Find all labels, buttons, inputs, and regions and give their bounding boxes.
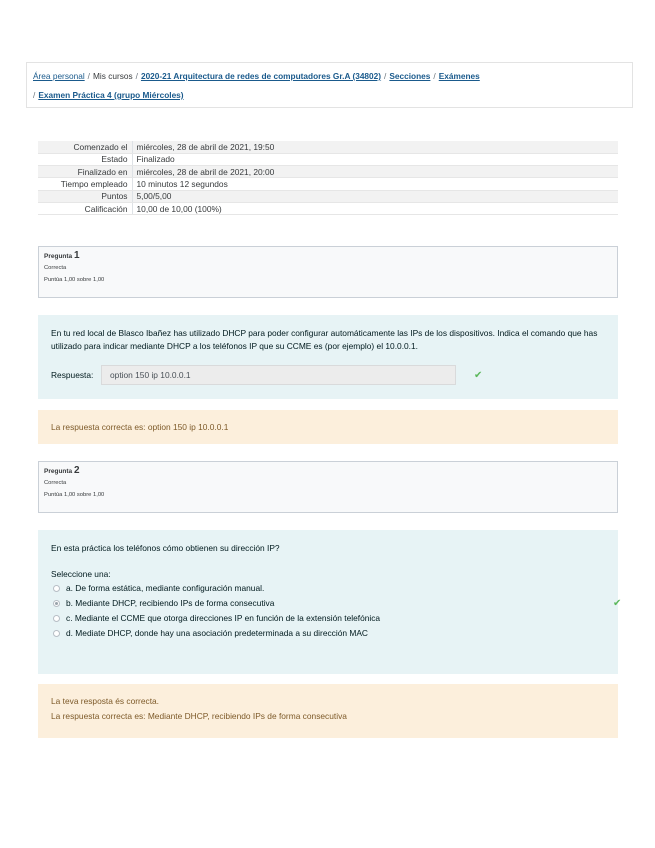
summary-row	[38, 141, 618, 153]
summary-label: Puntos	[38, 190, 132, 202]
breadcrumb-courses: Mis cursos	[92, 71, 133, 81]
breadcrumb-separator: /	[33, 90, 36, 100]
radio-button-selected[interactable]	[53, 600, 60, 607]
question-2-formulation	[38, 530, 622, 674]
breadcrumb	[26, 62, 633, 108]
answer-option-a[interactable]	[51, 581, 605, 596]
question-state: Correcta	[44, 265, 67, 271]
question-number-value: 2	[73, 465, 80, 476]
summary-value: 10 minutos 12 segundos	[132, 178, 618, 190]
answer-row	[51, 365, 605, 385]
breadcrumb-separator: /	[87, 71, 90, 81]
question-number-value: 1	[73, 250, 80, 261]
question-number	[44, 466, 612, 477]
breadcrumb-separator: /	[384, 71, 387, 81]
summary-label: Calificación	[38, 202, 132, 214]
question-1-formulation	[38, 315, 618, 399]
summary-label: Estado	[38, 153, 132, 165]
question-state: Correcta	[44, 480, 67, 486]
summary-row	[38, 178, 618, 190]
summary-value: Finalizado	[132, 153, 618, 165]
question-text: En esta práctica los teléfonos cómo obtienen su dirección IP?	[51, 543, 280, 553]
option-label: d. Mediate DHCP, donde hay una asociación predeterminada a su dirección MAC	[66, 628, 368, 638]
specific-feedback: La teva resposta és correcta.	[51, 696, 159, 706]
option-label: c. Mediante el CCME que otorga direcciones IP en función de la extensión telefónica	[66, 613, 381, 623]
question-1-info	[38, 246, 618, 298]
answer-option-d[interactable]	[51, 626, 605, 641]
check-icon: ✔	[474, 369, 483, 381]
summary-value: miércoles, 28 de abril de 2021, 19:50	[132, 141, 618, 153]
summary-row	[38, 153, 618, 165]
breadcrumb-exams-link[interactable]: Exámenes	[438, 71, 480, 81]
answer-option-c[interactable]	[51, 611, 605, 626]
answer-label: Respuesta:	[51, 369, 94, 380]
attempt-summary-table	[38, 141, 618, 215]
question-grade: Puntúa 1,00 sobre 1,00	[44, 492, 105, 498]
question-number	[44, 251, 612, 262]
check-icon: ✔	[613, 598, 622, 609]
answer-option-b[interactable]	[51, 596, 622, 611]
question-prefix: Pregunta	[44, 468, 73, 475]
breadcrumb-home-link[interactable]: Área personal	[33, 71, 85, 81]
option-label: b. Mediante DHCP, recibiendo IPs de forma consecutiva	[66, 598, 275, 608]
question-1-feedback	[38, 410, 618, 444]
option-label: a. De forma estática, mediante configuración manual.	[66, 583, 265, 593]
summary-value: 5,00/5,00	[132, 190, 618, 202]
breadcrumb-sections-link[interactable]: Secciones	[389, 71, 431, 81]
right-answer: La respuesta correcta es: option 150 ip 10.0.0.1	[51, 422, 229, 432]
summary-row	[38, 190, 618, 202]
summary-row	[38, 166, 618, 178]
summary-value: 10,00 de 10,00 (100%)	[132, 202, 618, 214]
question-2-info	[38, 461, 618, 513]
breadcrumb-separator: /	[135, 71, 138, 81]
answer-input[interactable]: option 150 ip 10.0.0.1	[101, 365, 456, 385]
answer-prompt: Seleccione una:	[51, 569, 111, 579]
summary-row	[38, 202, 618, 214]
question-2-feedback	[38, 684, 618, 738]
radio-button[interactable]	[53, 630, 60, 637]
breadcrumb-course-link[interactable]: 2020-21 Arquitectura de redes de computadores Gr.A (34802)	[140, 71, 382, 81]
summary-value: miércoles, 28 de abril de 2021, 20:00	[132, 166, 618, 178]
summary-label: Finalizado en	[38, 166, 132, 178]
radio-button[interactable]	[53, 615, 60, 622]
radio-button[interactable]	[53, 585, 60, 592]
summary-label: Comenzado el	[38, 141, 132, 153]
question-grade: Puntúa 1,00 sobre 1,00	[44, 277, 105, 283]
breadcrumb-quiz-link[interactable]: Examen Práctica 4 (grupo Miércoles)	[38, 90, 184, 100]
question-prefix: Pregunta	[44, 253, 73, 260]
summary-label: Tiempo empleado	[38, 178, 132, 190]
right-answer: La respuesta correcta es: Mediante DHCP, recibiendo IPs de forma consecutiva	[51, 711, 347, 721]
question-text: En tu red local de Blasco Ibañez has utilizado DHCP para poder configurar automáticamente las IPs de los dispositivos. Indica el comando que has utilizado para indicar mediante DHCP a los teléfonos IP que su CCME es (por ejemplo) el 10.0.0.1.	[51, 328, 598, 351]
breadcrumb-separator: /	[433, 71, 436, 81]
